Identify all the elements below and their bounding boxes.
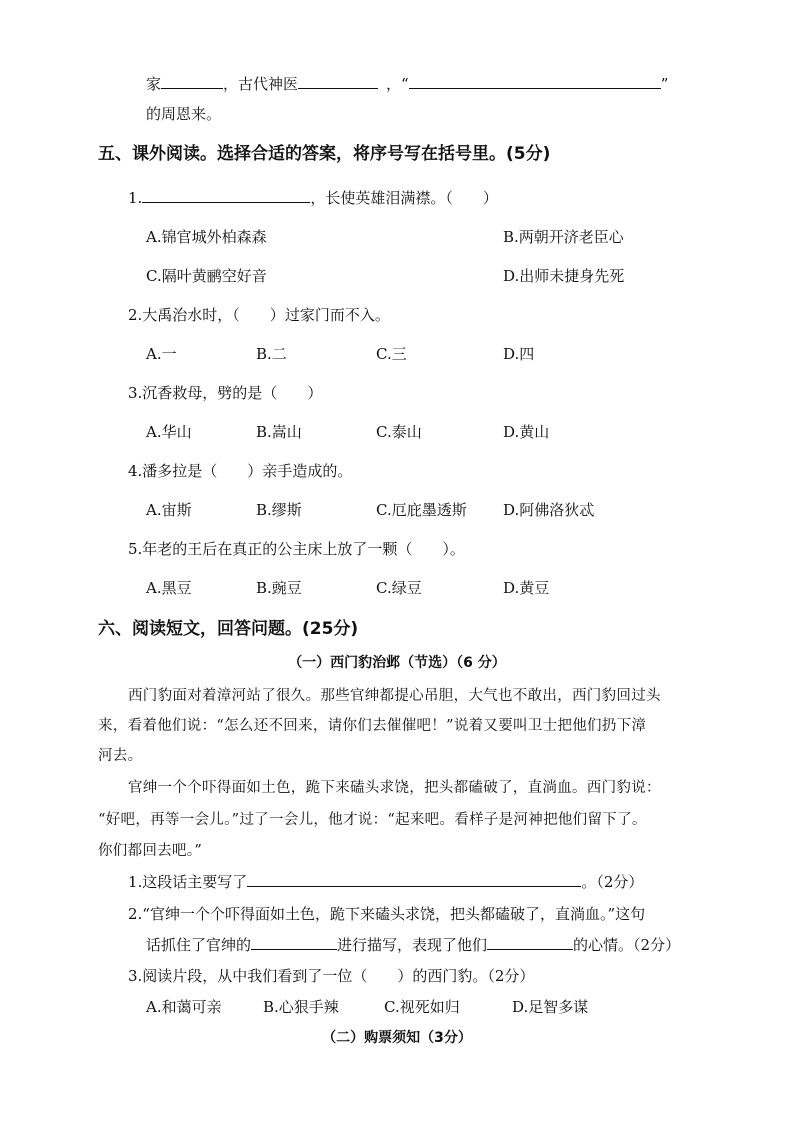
option[interactable]: C.隔叶黄鹂空好音: [146, 267, 267, 285]
option[interactable]: D.黄豆: [503, 579, 550, 597]
answer-blank[interactable]: [142, 188, 310, 203]
option[interactable]: A.宙斯: [146, 501, 192, 519]
text: 家: [146, 75, 162, 93]
option[interactable]: A.一: [146, 345, 177, 363]
answer-blank[interactable]: [298, 74, 378, 89]
option[interactable]: A.锦官城外柏森森: [146, 228, 267, 246]
reading-question-3: 3.阅读片段，从中我们看到了一位（ ）的西门豹。（2分）: [128, 967, 535, 985]
option[interactable]: A.和蔼可亲: [146, 998, 222, 1016]
option[interactable]: D.出师未捷身先死: [503, 267, 625, 285]
option[interactable]: D.黄山: [503, 423, 550, 441]
text-line: 的周恩来。: [146, 105, 222, 123]
question-text: 的心情。（2分）: [573, 936, 681, 954]
question-4: 4.潘多拉是（ ）亲手造成的。: [128, 462, 353, 480]
option[interactable]: D.足智多谋: [512, 998, 589, 1016]
reading-question-2-cont: [146, 935, 680, 955]
option[interactable]: D.四: [503, 345, 535, 363]
option[interactable]: B.豌豆: [256, 579, 302, 597]
text: ”: [660, 75, 669, 93]
passage-line: 西门豹面对着漳河站了很久。那些官绅都提心吊胆，大气也不敢出，西门豹回过头: [128, 688, 661, 704]
option[interactable]: B.心狠手辣: [263, 998, 339, 1016]
fill-blank-line: [146, 74, 668, 94]
question-3: 3.沉香救母，劈的是（ ）: [128, 384, 323, 402]
passage-1-title: （一）西门豹治邺（节选）（6 分）: [288, 655, 506, 671]
option[interactable]: B.嵩山: [256, 423, 302, 441]
option[interactable]: C.视死如归: [384, 998, 460, 1016]
option[interactable]: C.厄庇墨透斯: [376, 501, 467, 519]
question-text: 1.这段话主要写了: [128, 873, 248, 891]
passage-2-title: （二）购票须知（3分）: [322, 1030, 472, 1046]
option[interactable]: C.泰山: [376, 423, 422, 441]
option[interactable]: D.阿佛洛狄忒: [503, 501, 595, 519]
section-5-title: 五、课外阅读。选择合适的答案，将序号写在括号里。(5分): [98, 144, 551, 164]
question-2: 2.大禹治水时，（ ）过家门而不入。: [128, 306, 390, 324]
question-text: 进行描写，表现了他们: [337, 936, 488, 954]
answer-blank[interactable]: [409, 74, 661, 89]
option[interactable]: B.缪斯: [256, 501, 302, 519]
passage-line: 来，看着他们说：“怎么还不回来，请你们去催催吧！”说着又要叫卫士把他们扔下漳: [98, 718, 647, 734]
option[interactable]: C.三: [376, 345, 407, 363]
question-5: 5.年老的王后在真正的公主床上放了一颗（ ）。: [128, 540, 465, 558]
question-1: [128, 188, 498, 208]
passage-line: 你们都回去吧。”: [98, 843, 203, 859]
question-text: 。（2分）: [581, 873, 644, 891]
answer-blank[interactable]: [161, 74, 223, 89]
answer-blank[interactable]: [487, 935, 573, 950]
option[interactable]: B.两朝开济老臣心: [503, 228, 624, 246]
option[interactable]: A.华山: [146, 423, 192, 441]
answer-blank[interactable]: [247, 872, 581, 887]
option[interactable]: C.绿豆: [376, 579, 422, 597]
passage-line: 官绅一个个吓得面如土色，跪下来磕头求饶，把头都磕破了，直淌血。西门豹说：: [128, 780, 661, 796]
text: ，古代神医: [223, 75, 299, 93]
section-6-title: 六、阅读短文，回答问题。(25分): [98, 619, 359, 639]
passage-line: 河去。: [98, 748, 143, 764]
text: ，“: [386, 75, 409, 93]
option[interactable]: B.二: [256, 345, 287, 363]
reading-question-2: 2.“官绅一个个吓得面如土色，跪下来磕头求饶，把头都磕破了，直淌血。”这句: [128, 905, 646, 923]
question-text: 话抓住了官绅的: [146, 936, 252, 954]
passage-line: “好吧，再等一会儿。”过了一会儿，他才说：“起来吧。看样子是河神把他们留下了。: [98, 812, 647, 828]
reading-question-1: [128, 872, 643, 892]
question-text: ，长使英雄泪满襟。（ ）: [310, 189, 498, 207]
answer-blank[interactable]: [251, 935, 337, 950]
option[interactable]: A.黑豆: [146, 579, 192, 597]
question-number: 1.: [128, 189, 143, 207]
